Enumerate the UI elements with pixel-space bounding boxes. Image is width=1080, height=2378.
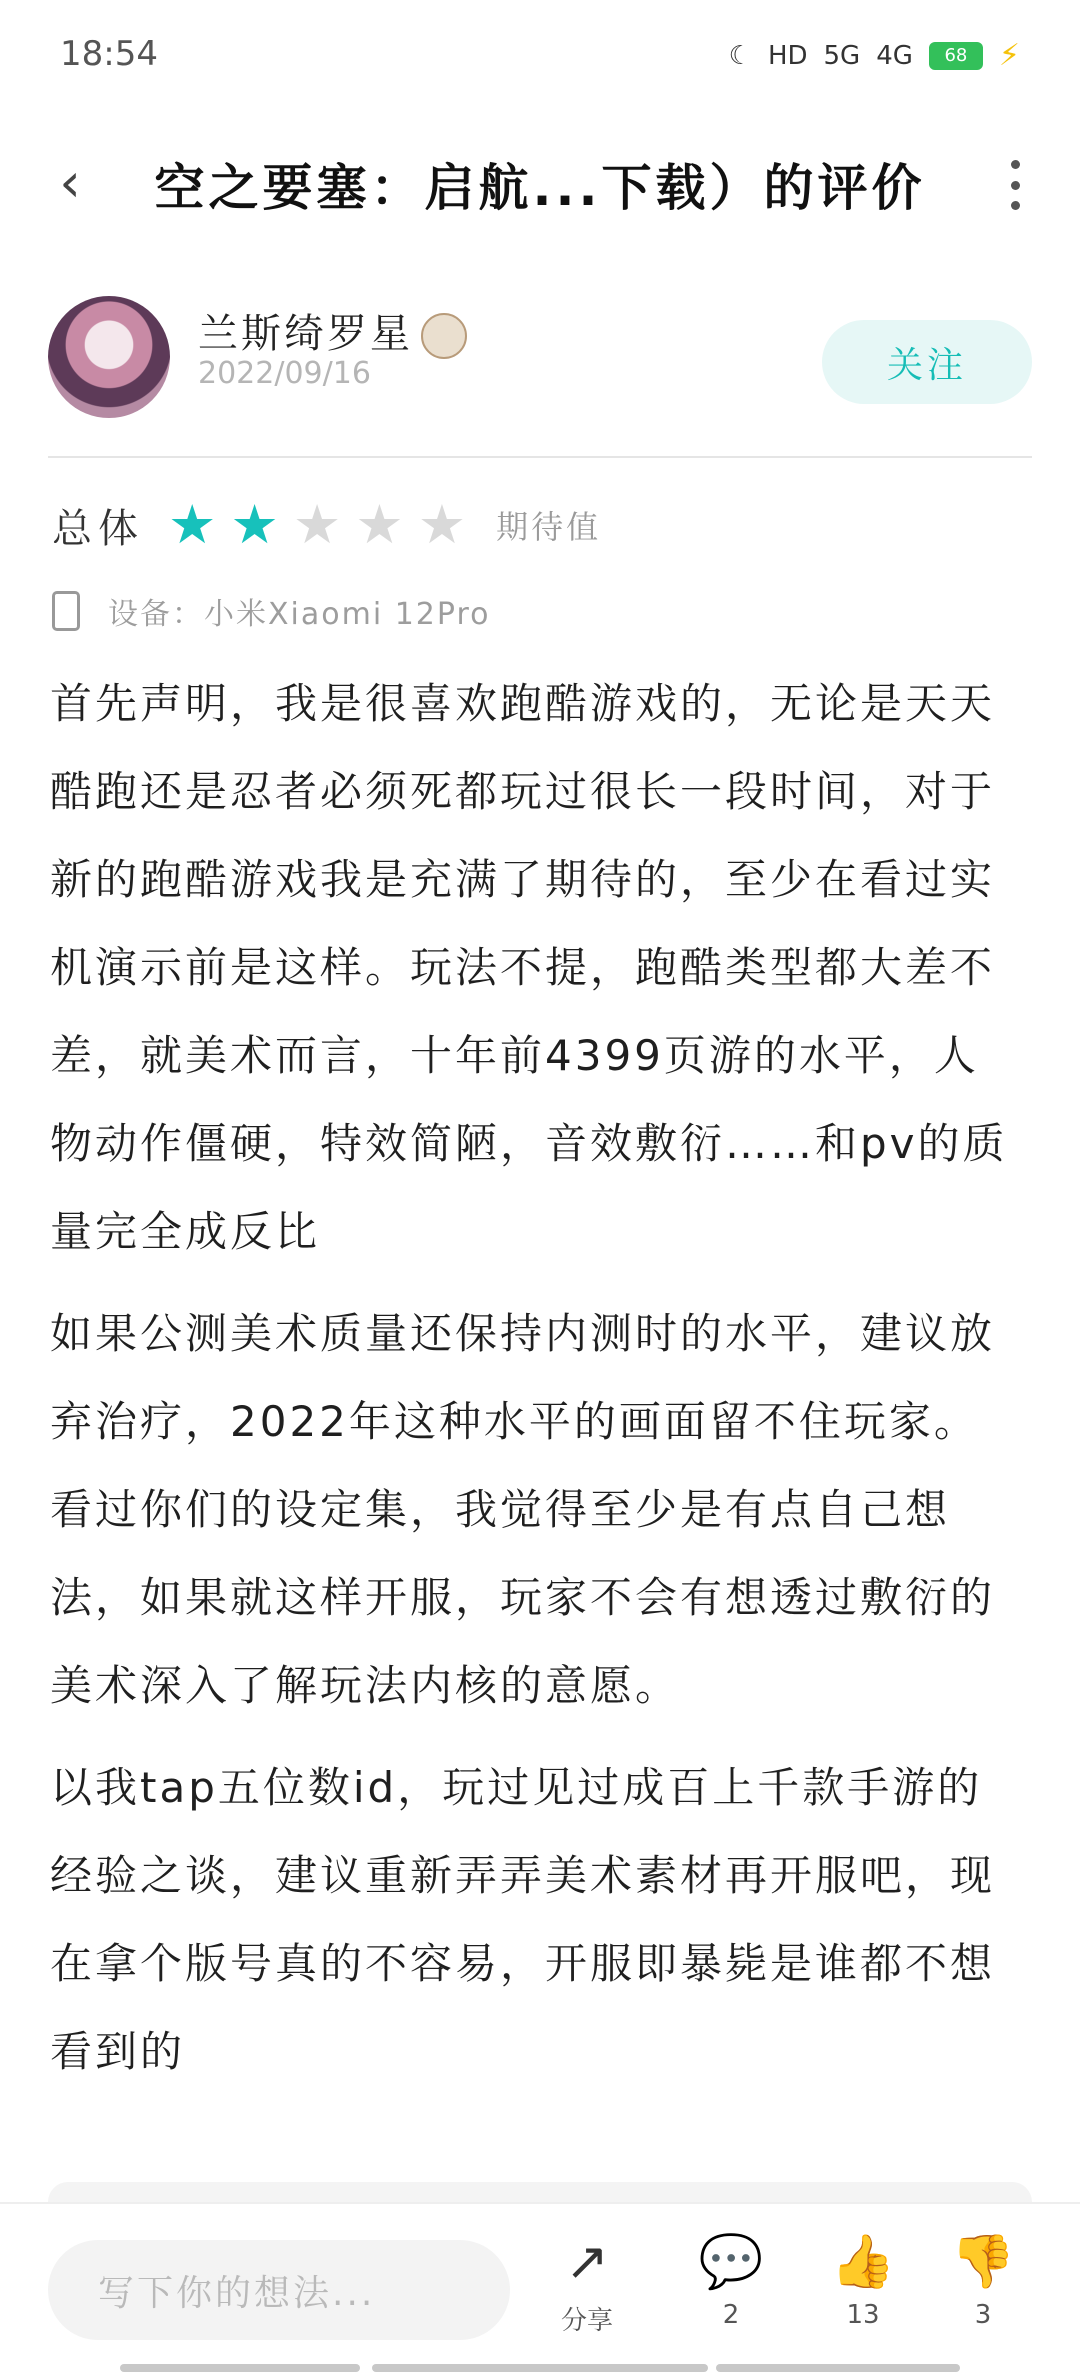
more-options-button[interactable] xyxy=(990,160,1040,210)
comment-icon: 💬 xyxy=(698,2232,764,2292)
more-dot-icon xyxy=(1011,201,1020,210)
username-text: 兰斯绮罗星 xyxy=(198,311,413,357)
star-empty-icon: ★ xyxy=(355,493,404,556)
dislike-button[interactable] xyxy=(928,2232,1038,2330)
review-author xyxy=(48,296,1032,426)
star-filled-icon: ★ xyxy=(230,493,279,556)
comment-button[interactable] xyxy=(676,2232,786,2330)
like-button[interactable] xyxy=(808,2232,918,2330)
username[interactable] xyxy=(198,302,467,359)
rating-row xyxy=(52,490,601,560)
back-button[interactable] xyxy=(40,152,100,212)
more-dot-icon xyxy=(1011,160,1020,169)
top-app-bar xyxy=(0,120,1080,250)
gesture-bar xyxy=(120,2364,360,2372)
star-filled-icon: ★ xyxy=(168,493,217,556)
review-paragraph: 以我tap五位数id，玩过见过成百上千款手游的经验之谈，建议重新弄弄美术素材再开服吧，现在拿个版号真的不容易，开服即暴毙是谁都不想看到的 xyxy=(50,1763,996,2076)
avatar[interactable] xyxy=(48,296,170,418)
star-empty-icon: ★ xyxy=(417,493,467,556)
divider xyxy=(48,456,1032,458)
status-time: 18:54 xyxy=(60,34,158,74)
review-content xyxy=(50,660,1022,2110)
chevron-left-icon: ‹ xyxy=(59,150,81,214)
signal-5g-icon: 5G xyxy=(823,40,861,71)
gesture-bar xyxy=(372,2364,708,2372)
status-icons xyxy=(729,38,1020,73)
phone-icon xyxy=(52,591,80,631)
share-label: 分享 xyxy=(560,2306,613,2336)
moon-icon: ☾ xyxy=(728,40,752,71)
page-title: 空之要塞：启航...下载）的评价 xyxy=(154,159,926,217)
share-icon: ↗ xyxy=(565,2232,609,2292)
thumbs-up-icon: 👍 xyxy=(830,2232,896,2292)
rating-note: 期待值 xyxy=(496,508,602,546)
more-dot-icon xyxy=(1011,181,1020,190)
hd-icon: HD xyxy=(767,40,808,71)
dislike-count: 3 xyxy=(974,2300,992,2330)
review-paragraph: 首先声明，我是很喜欢跑酷游戏的，无论是天天酷跑还是忍者必须死都玩过很长一段时间，对于新的跑酷游戏我是充满了期待的，至少在看过实机演示前是这样。玩法不提，跑酷类型都大差不差，就美术而言，十年前4399页游的水平，人物动作僵硬，特效简陋，音效敷衍……和pv的质量完全成反比 xyxy=(50,679,1008,1256)
device-text: 设备：小米Xiaomi 12Pro xyxy=(108,597,491,632)
like-count: 13 xyxy=(846,2300,880,2330)
user-badge-icon xyxy=(421,313,467,359)
comment-count: 2 xyxy=(722,2300,740,2330)
review-date: 2022/09/16 xyxy=(198,356,371,391)
signal-4g-icon: 4G xyxy=(876,40,913,71)
review-paragraph: 如果公测美术质量还保持内测时的水平，建议放弃治疗，2022年这种水平的画面留不住玩家。看过你们的设定集，我觉得至少是有点自己想法，如果就这样开服，玩家不会有想透过敷衍的美术深入了解玩法内核的意愿。 xyxy=(50,1309,996,1710)
status-bar xyxy=(0,0,1080,110)
thumbs-down-icon: 👎 xyxy=(950,2232,1016,2292)
gesture-bar xyxy=(716,2364,960,2372)
charging-icon: ⚡ xyxy=(998,38,1020,73)
rating-label: 总体 xyxy=(52,505,144,552)
follow-button[interactable]: 关注 xyxy=(822,320,1032,404)
comment-input[interactable]: 写下你的想法... xyxy=(48,2240,510,2340)
device-info xyxy=(52,586,491,636)
battery-icon: 68 xyxy=(929,42,983,70)
star-empty-icon: ★ xyxy=(292,493,342,556)
next-card-edge xyxy=(48,2182,1032,2202)
bottom-action-bar xyxy=(0,2202,1080,2378)
star-rating xyxy=(168,493,467,556)
share-button[interactable] xyxy=(532,2232,642,2337)
